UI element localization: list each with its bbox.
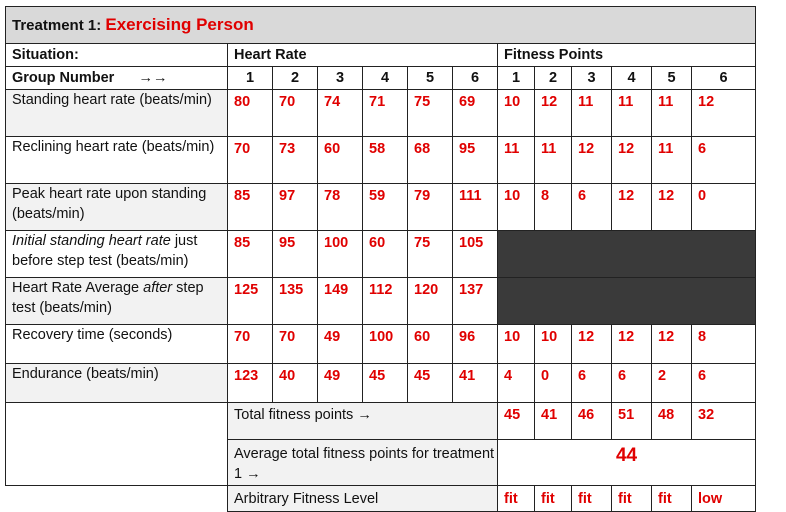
fp-cell: 12 [652,325,692,364]
fp-group-5: 5 [652,67,692,90]
hr-cell: 120 [408,278,453,325]
total-cell: 51 [612,403,652,440]
fp-group-1: 1 [498,67,535,90]
table-row [6,184,756,231]
group-number-label: Group Number →→ [6,67,228,90]
hr-cell: 40 [273,364,318,403]
blank-cell [6,403,228,486]
heart-rate-header: Heart Rate [228,44,498,67]
hr-cell: 49 [318,325,363,364]
hr-group-2: 2 [273,67,318,90]
fp-cell: 12 [692,90,756,137]
fp-group-6: 6 [692,67,756,90]
hr-cell: 75 [408,90,453,137]
fp-cell: 10 [498,184,535,231]
hr-cell: 79 [408,184,453,231]
hr-cell: 105 [453,231,498,278]
fp-cell: 12 [612,325,652,364]
row-label: Initial standing heart rate just before step test (beats/min) [6,231,228,278]
table-row [6,231,756,278]
hr-cell: 70 [273,325,318,364]
fp-cell: 10 [535,325,572,364]
fp-cell: 8 [692,325,756,364]
hr-cell: 135 [273,278,318,325]
hr-cell: 73 [273,137,318,184]
average-label: Average total fitness points for treatment 1 → [228,440,498,486]
row-label: Endurance (beats/min) [6,364,228,403]
total-cell: 48 [652,403,692,440]
hr-cell: 71 [363,90,408,137]
fitness-blocked-cell [498,278,756,325]
fp-cell: 12 [535,90,572,137]
fp-cell: 11 [535,137,572,184]
hr-cell: 45 [363,364,408,403]
fp-cell: 6 [692,137,756,184]
fp-cell: 12 [572,325,612,364]
hr-cell: 85 [228,184,273,231]
fp-cell: 12 [572,137,612,184]
hr-cell: 69 [453,90,498,137]
fp-cell: 0 [535,364,572,403]
hr-cell: 123 [228,364,273,403]
hr-cell: 49 [318,364,363,403]
hr-cell: 78 [318,184,363,231]
table-row [6,137,756,184]
level-cell: fit [652,486,692,512]
table-row [6,325,756,364]
fp-cell: 11 [498,137,535,184]
fp-cell: 6 [612,364,652,403]
hr-cell: 96 [453,325,498,364]
fp-cell: 6 [692,364,756,403]
fp-cell: 0 [692,184,756,231]
fp-cell: 11 [572,90,612,137]
fp-cell: 12 [612,137,652,184]
hr-cell: 70 [228,325,273,364]
fp-cell: 8 [535,184,572,231]
table-row [6,278,756,325]
hr-cell: 70 [228,137,273,184]
level-cell: low [692,486,756,512]
level-cell: fit [572,486,612,512]
hr-cell: 125 [228,278,273,325]
level-label: Arbitrary Fitness Level [228,486,498,512]
hr-cell: 45 [408,364,453,403]
fp-cell: 10 [498,90,535,137]
totals-label: Total fitness points → [228,403,498,440]
hr-cell: 80 [228,90,273,137]
table-row [6,90,756,137]
title-prefix: Treatment 1: [12,16,106,34]
fp-group-3: 3 [572,67,612,90]
table-title [6,7,756,44]
fp-cell: 4 [498,364,535,403]
fp-group-2: 2 [535,67,572,90]
hr-group-3: 3 [318,67,363,90]
hr-cell: 112 [363,278,408,325]
average-value: 44 [498,440,756,486]
fp-cell: 11 [612,90,652,137]
hr-cell: 70 [273,90,318,137]
fitness-blocked-cell [498,231,756,278]
level-cell: fit [612,486,652,512]
table-row [6,364,756,403]
fp-cell: 11 [652,137,692,184]
fp-cell: 6 [572,184,612,231]
fitness-table-container [5,6,755,512]
hr-cell: 74 [318,90,363,137]
total-cell: 32 [692,403,756,440]
level-row [6,486,756,512]
hr-group-5: 5 [408,67,453,90]
title-name: Exercising Person [105,14,254,34]
blank-cell [6,486,228,512]
hr-cell: 137 [453,278,498,325]
row-label: Recovery time (seconds) [6,325,228,364]
fitness-table [5,6,756,512]
hr-cell: 97 [273,184,318,231]
hr-cell: 85 [228,231,273,278]
hr-cell: 68 [408,137,453,184]
fp-cell: 10 [498,325,535,364]
total-cell: 46 [572,403,612,440]
hr-group-4: 4 [363,67,408,90]
hr-cell: 100 [318,231,363,278]
level-cell: fit [498,486,535,512]
hr-cell: 59 [363,184,408,231]
fp-group-4: 4 [612,67,652,90]
fp-cell: 12 [652,184,692,231]
hr-cell: 95 [273,231,318,278]
hr-group-6: 6 [453,67,498,90]
row-label: Peak heart rate upon standing (beats/min) [6,184,228,231]
fp-cell: 2 [652,364,692,403]
fp-cell: 6 [572,364,612,403]
hr-cell: 60 [318,137,363,184]
hr-cell: 41 [453,364,498,403]
hr-cell: 95 [453,137,498,184]
totals-row [6,403,756,440]
total-cell: 41 [535,403,572,440]
hr-group-1: 1 [228,67,273,90]
fitness-points-header: Fitness Points [498,44,756,67]
hr-cell: 111 [453,184,498,231]
row-label: Heart Rate Average after step test (beats/min) [6,278,228,325]
fp-cell: 12 [612,184,652,231]
hr-cell: 75 [408,231,453,278]
row-label: Reclining heart rate (beats/min) [6,137,228,184]
level-cell: fit [535,486,572,512]
hr-cell: 58 [363,137,408,184]
fp-cell: 11 [652,90,692,137]
hr-cell: 100 [363,325,408,364]
row-label: Standing heart rate (beats/min) [6,90,228,137]
hr-cell: 60 [363,231,408,278]
hr-cell: 149 [318,278,363,325]
situation-label: Situation: [6,44,228,67]
hr-cell: 60 [408,325,453,364]
total-cell: 45 [498,403,535,440]
